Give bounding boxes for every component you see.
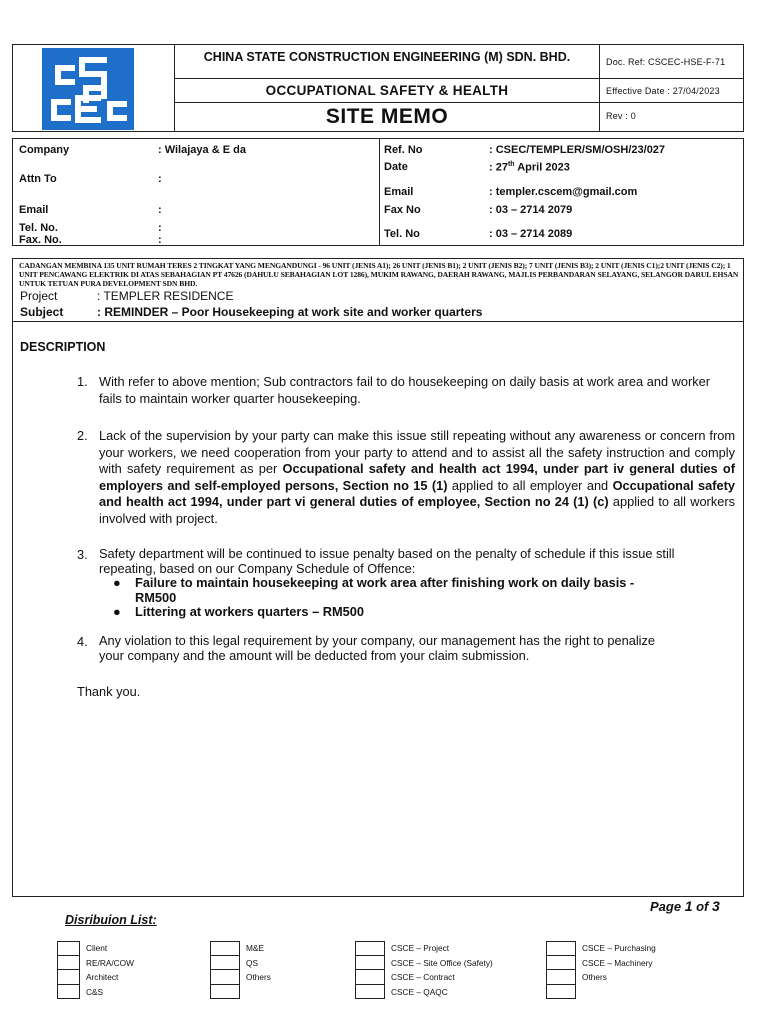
item-number: 2.	[77, 428, 88, 443]
company-name: CHINA STATE CONSTRUCTION ENGINEERING (M) SDN. BHD.	[175, 45, 599, 79]
distribution-checkbox[interactable]	[57, 941, 80, 956]
sender-fax-value: : 03 – 2714 2079	[489, 204, 573, 216]
ref-label: Ref. No	[384, 144, 423, 156]
project-label: Project	[20, 289, 58, 303]
bullet-dot: ●	[113, 604, 121, 619]
description-item-3	[77, 547, 735, 620]
distribution-item	[210, 941, 360, 956]
distribution-checkbox[interactable]	[355, 941, 385, 956]
distribution-column-4	[546, 941, 696, 999]
distribution-item	[210, 956, 360, 971]
item-text-part: applied to all employer and	[447, 477, 613, 493]
fax-label: Fax. No.	[19, 234, 62, 246]
distribution-checkbox[interactable]	[210, 941, 240, 956]
item-text	[99, 428, 735, 527]
fax-value: :	[158, 234, 162, 246]
distribution-label: CSCE – Project	[391, 943, 450, 953]
distribution-label: QS	[246, 957, 258, 968]
description-box	[12, 321, 744, 897]
date-value	[489, 161, 570, 174]
item-text: Safety department will be continued to issue penalty based on the penalty of schedule if this issue still repeating, based on our Company Schedule of Offence:	[99, 546, 675, 576]
distribution-label: C&S	[86, 986, 104, 997]
sender-tel-label: Tel. No	[384, 228, 420, 240]
document-info	[599, 45, 743, 131]
distribution-label: Client	[86, 943, 108, 953]
distribution-item	[210, 985, 360, 1000]
date-day: : 27	[489, 161, 508, 174]
distribution-item	[210, 970, 360, 985]
sender-email-value: : templer.cscem@gmail.com	[489, 186, 638, 198]
distribution-label: Architect	[86, 972, 119, 982]
closing-thanks: Thank you.	[77, 684, 141, 699]
sender-email-label: Email	[384, 186, 414, 198]
distribution-item	[355, 956, 505, 971]
email-value: :	[158, 204, 162, 216]
logo-cell	[13, 45, 175, 131]
date-suffix: th	[507, 161, 515, 168]
item-number: 3.	[77, 547, 88, 562]
page-total: 3	[711, 898, 720, 914]
distribution-column-3	[355, 941, 505, 999]
effective-date: Effective Date : 27/04/2023	[600, 79, 743, 103]
distribution-column-1	[57, 941, 207, 999]
description-title: DESCRIPTION	[20, 340, 106, 354]
distribution-item	[546, 956, 696, 971]
project-value: : TEMPLER RESIDENCE	[97, 289, 234, 303]
department-name: OCCUPATIONAL SAFETY & HEALTH	[175, 79, 599, 103]
description-item-4	[77, 634, 735, 663]
distribution-label: M&E	[246, 943, 264, 953]
penalty-bullet-2	[113, 605, 735, 620]
distribution-label: CSCE – Contract	[391, 972, 455, 982]
project-proposal: CADANGAN MEMBINA 135 UNIT RUMAH TERES 2 TINGKAT YANG MENGANDUNGI - 96 UNIT (JENIS A1); 26 UNIT (JENIS B1); 2 UNIT (JENIS B2); 7 UNIT (JENIS B3); 2 UNIT (JENIS C1);2 UNIT (JENIS C2); 1 UNIT PENCAWANG ELEKTRIK DI ATAS SEBAHAGIAN PT 47626 (DAHULU SEBAHAGIAN LOT 1286), MUKIM RAWANG, DAERAH RAWANG, MAJLIS PERBANDARAN SELAYANG, SELANGOR DARUL EHSAN UNTUK TETUAN PURA DEVELOPMENT SDN BHD.	[19, 261, 739, 288]
bullet-dot: ●	[113, 575, 121, 590]
description-item-1	[77, 374, 735, 407]
distribution-checkbox[interactable]	[546, 956, 576, 971]
page-current: 1	[684, 898, 693, 914]
cscec-logo	[42, 48, 134, 130]
project-box	[12, 258, 744, 322]
company-value: : Wilajaya & E da	[158, 144, 246, 156]
distribution-item	[546, 970, 696, 985]
info-divider	[379, 139, 380, 245]
distribution-checkbox[interactable]	[355, 970, 385, 985]
distribution-label: Others	[582, 972, 607, 982]
distribution-label: CSCE – Site Office (Safety)	[391, 957, 493, 968]
distribution-label: CSCE – Machinery	[582, 957, 653, 968]
distribution-item	[57, 970, 207, 985]
distribution-item	[546, 941, 696, 956]
penalty-bullet-1	[113, 576, 663, 605]
distribution-checkbox[interactable]	[546, 941, 576, 956]
distribution-label: CSCE – QAQC	[391, 986, 448, 997]
distribution-checkbox[interactable]	[57, 985, 80, 1000]
distribution-checkbox[interactable]	[210, 985, 240, 1000]
distribution-item	[57, 941, 207, 956]
subject-value: : REMINDER – Poor Housekeeping at work site and worker quarters	[97, 305, 483, 319]
date-month-year: April 2023	[514, 161, 570, 174]
sender-fax-label: Fax No	[384, 204, 421, 216]
page-number	[650, 898, 720, 914]
distribution-column-2	[210, 941, 360, 999]
distribution-item	[355, 941, 505, 956]
tel-value: :	[158, 222, 162, 234]
date-label: Date	[384, 161, 408, 173]
revision: Rev : 0	[606, 111, 636, 121]
item-text-part: applied to all workers involved with project.	[99, 494, 735, 526]
distribution-checkbox[interactable]	[210, 970, 240, 985]
distribution-checkbox[interactable]	[57, 970, 80, 985]
item-number: 1.	[77, 374, 88, 389]
distribution-item	[355, 985, 505, 1000]
attn-label: Attn To	[19, 173, 57, 185]
bullet-text: Failure to maintain housekeeping at work area after finishing work on daily basis - RM500	[135, 575, 635, 605]
distribution-label: CSCE – Purchasing	[582, 943, 656, 953]
distribution-checkbox[interactable]	[210, 956, 240, 971]
description-item-2	[77, 428, 735, 527]
attn-value: :	[158, 173, 162, 185]
osha-part-vi-reference: Occupational safety and health act 1994, under part vi general duties of employee, Section no 24 (1) (c)	[99, 477, 735, 509]
distribution-list-title: Disribuion List:	[65, 913, 157, 927]
distribution-checkbox[interactable]	[546, 970, 576, 985]
document-header	[12, 44, 744, 132]
distribution-checkbox[interactable]	[355, 985, 385, 1000]
distribution-item	[57, 956, 207, 971]
distribution-item	[546, 985, 696, 1000]
cscec-logo-graphic	[42, 48, 134, 130]
item-number: 4.	[77, 634, 88, 649]
company-label: Company	[19, 144, 70, 156]
item-text: With refer to above mention; Sub contractors fail to do housekeeping on daily basis at work area and worker fails to maintain worker quarter housekeeping.	[99, 374, 711, 406]
subject-label: Subject	[20, 305, 64, 319]
doc-ref: Doc. Ref: CSCEC-HSE-F-71	[600, 45, 743, 79]
item-text: Any violation to this legal requirement by your company, our management has the right to penalize your company and the amount will be deducted from your claim submission.	[99, 633, 656, 663]
page-prefix: Page	[650, 899, 685, 914]
ref-value: : CSEC/TEMPLER/SM/OSH/23/027	[489, 144, 666, 156]
distribution-item	[57, 985, 207, 1000]
distribution-checkbox[interactable]	[355, 956, 385, 971]
tel-label: Tel. No.	[19, 222, 58, 234]
email-label: Email	[19, 204, 49, 216]
distribution-label: Others	[246, 972, 271, 982]
osha-part-iv-reference: Occupational safety and health act 1994, under part iv general duties of employers and self-employed persons, Section no 15 (1)	[99, 461, 735, 493]
item-text-part: Lack of the supervision by your party can make this issue still repeating without any awareness or concern from your workers, we need cooperation from your party to attend and to assist all the safety instruction and comply with safety requirement as per	[99, 428, 735, 476]
distribution-label: RE/RA/COW	[86, 957, 134, 968]
distribution-checkbox[interactable]	[57, 956, 80, 971]
sender-tel-value: : 03 – 2714 2089	[489, 228, 573, 240]
distribution-checkbox[interactable]	[546, 985, 576, 1000]
recipient-info-table	[12, 138, 744, 246]
distribution-item	[355, 970, 505, 985]
memo-title: SITE MEMO	[325, 105, 449, 128]
bullet-text: Littering at workers quarters – RM500	[135, 604, 364, 619]
page-mid: of	[692, 899, 712, 914]
